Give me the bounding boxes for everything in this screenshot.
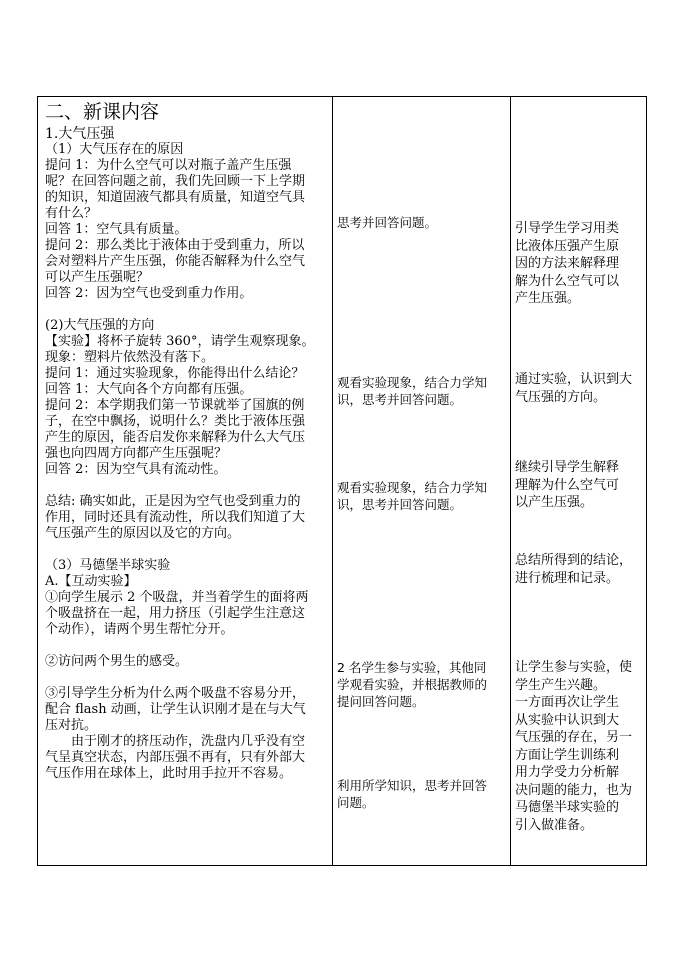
phenomenon-line: 现象：塑料片依然没有落下。 xyxy=(45,350,215,365)
text-line: 用力学受力分析解 xyxy=(515,765,620,780)
text-line: 气压强产生的原因以及它的方向。 xyxy=(45,526,241,541)
text-line: 总结所得到的结论， xyxy=(515,553,633,568)
intent-5 xyxy=(515,659,643,834)
text-line: 继续引导学生解释 xyxy=(515,460,620,475)
lesson-table xyxy=(37,96,647,866)
text-line: 子，在空中飘扬，说明什么？类比于液体压强 xyxy=(45,414,306,429)
text-line: 问题。 xyxy=(337,795,375,810)
text-line: 观看实验现象，结合力学知 xyxy=(337,375,488,390)
text-line: 气压强的方向。 xyxy=(515,389,607,405)
text-line: 比液体压强产生原 xyxy=(515,238,620,254)
text-line: 利用所学知识，思考并回答 xyxy=(337,778,488,793)
text-line: 让学生参与实验，使 xyxy=(515,660,633,675)
step-3 xyxy=(45,686,331,734)
text-line: 解为什么空气可以 xyxy=(515,273,620,289)
text-line: 观看实验现象，结合力学知 xyxy=(337,480,488,495)
text-line: 提问回答问题。 xyxy=(337,694,425,709)
intent-2 xyxy=(515,371,643,406)
subheading: (2)大气压强的方向 xyxy=(45,318,155,333)
activity-4 xyxy=(337,659,509,710)
activity-5 xyxy=(337,777,509,811)
text-line: 压对抗。 xyxy=(45,718,98,733)
text-line: 作用，同时还具有流动性，所以我们知道了大 xyxy=(45,510,306,525)
text-line: 决问题的能力，也为 xyxy=(515,782,633,798)
text-line: 强也向四周方向都产生压强呢？ xyxy=(45,446,228,461)
text-line: ③引导学生分析为什么两个吸盘不容易分开， xyxy=(45,686,306,701)
subheading: （3）马德堡半球实验 xyxy=(45,558,171,573)
text-line: 通过实验，认识到大 xyxy=(515,372,633,387)
experiment-line: 【实验】将杯子旋转 360°，请学生观察现象。 xyxy=(45,334,315,349)
text-line: 学生产生兴趣。 xyxy=(515,677,607,693)
answer-1: 回答 1：空气具有质量。 xyxy=(45,222,188,237)
text-line: 提问 1：为什么空气可以对瓶子盖产生压强 xyxy=(45,158,292,173)
text-line: 从实验中认识到大 xyxy=(515,712,620,728)
text-line: ①向学生展示 2 个吸盘，并当着学生的面将两 xyxy=(45,590,309,605)
text-line: 学观看实验，并根据教师的 xyxy=(337,677,488,692)
step-4 xyxy=(45,734,331,782)
subheading: A.【互动实验】 xyxy=(45,574,137,589)
text-line: 气压作用在球体上，此时用手拉开不容易。 xyxy=(45,766,293,781)
teaching-content-column xyxy=(45,100,331,782)
answer-4: 回答 2：因为空气具有流动性。 xyxy=(45,462,227,477)
activity-2 xyxy=(337,374,509,408)
subheading: （1）大气压存在的原因 xyxy=(45,142,184,157)
text-line: 因的方法来解释理 xyxy=(515,256,620,271)
text-line: 以产生压强。 xyxy=(515,495,594,510)
text-line: 个吸盘挤在一起，用力挤压（引起学生注意这 xyxy=(45,606,306,621)
answer-3: 回答 1：大气向各个方向都有压强。 xyxy=(45,382,253,397)
question-2 xyxy=(45,238,331,286)
summary xyxy=(45,494,331,542)
text-line: 呢？在回答问题之前，我们先回顾一下上学期 xyxy=(45,174,306,189)
text-line: 2 名学生参与实验，其他同 xyxy=(337,660,487,675)
heading: 1.大气压强 xyxy=(45,126,115,142)
question-4 xyxy=(45,398,331,462)
intent-1 xyxy=(515,220,643,308)
step-2: ②访问两个男生的感受。 xyxy=(45,654,189,669)
text-line: 提问 2：本学期我们第一节课就举了国旗的例 xyxy=(45,398,305,413)
text-line: 引导学生学习用类 xyxy=(515,221,620,236)
text-line: 总结: 确实如此，正是因为空气也受到重力的 xyxy=(45,494,301,509)
text-line: 思考并回答问题。 xyxy=(337,215,438,230)
text-line: 会对塑料片产生压强，你能否解释为什么空气 xyxy=(45,254,306,269)
text-line: 由于刚才的挤压动作，洗盘内几乎没有空 xyxy=(71,734,306,749)
activity-3 xyxy=(337,479,509,513)
text-line: 有什么？ xyxy=(45,206,98,221)
text-line: 的知识，知道固液气都具有质量，知道空气具 xyxy=(45,190,306,205)
step-1 xyxy=(45,590,331,638)
question-3: 提问 1：通过实验现象，你能得出什么结论？ xyxy=(45,366,305,381)
text-line: 马德堡半球实验的 xyxy=(515,800,620,815)
text-line: 引入做准备。 xyxy=(515,817,594,833)
text-line: 个动作），请两个男生帮忙分开。 xyxy=(45,622,234,637)
section-title: 二、新课内容 xyxy=(45,101,160,123)
text-line: 气压强的存在，另一 xyxy=(515,730,633,745)
text-line: 方面让学生训练利 xyxy=(515,747,620,763)
question-1 xyxy=(45,158,331,222)
text-line: 识，思考并回答问题。 xyxy=(337,497,463,512)
text-line: 理解为什么空气可 xyxy=(515,477,620,493)
intent-3 xyxy=(515,459,643,512)
text-line: 产生压强。 xyxy=(515,291,581,306)
intent-4 xyxy=(515,552,643,587)
text-line: 产生的原因，能否启发你来解释为什么大气压 xyxy=(45,430,306,445)
text-line: 可以产生压强呢？ xyxy=(45,270,150,285)
column-divider xyxy=(332,97,333,865)
activity-1 xyxy=(337,214,509,231)
text-line: 提问 2：那么类比于液体由于受到重力，所以 xyxy=(45,238,305,253)
answer-2: 回答 2：因为空气也受到重力作用。 xyxy=(45,286,253,301)
column-divider xyxy=(510,97,511,865)
text-line: 识，思考并回答问题。 xyxy=(337,392,463,407)
text-line: 一方面再次让学生 xyxy=(515,695,620,710)
text-line: 进行梳理和记录。 xyxy=(515,570,620,586)
text-line: 气呈真空状态，内部压强不再有，只有外部大 xyxy=(45,750,306,765)
text-line: 配合 flash 动画，让学生认识刚才是在与大气 xyxy=(45,702,306,717)
